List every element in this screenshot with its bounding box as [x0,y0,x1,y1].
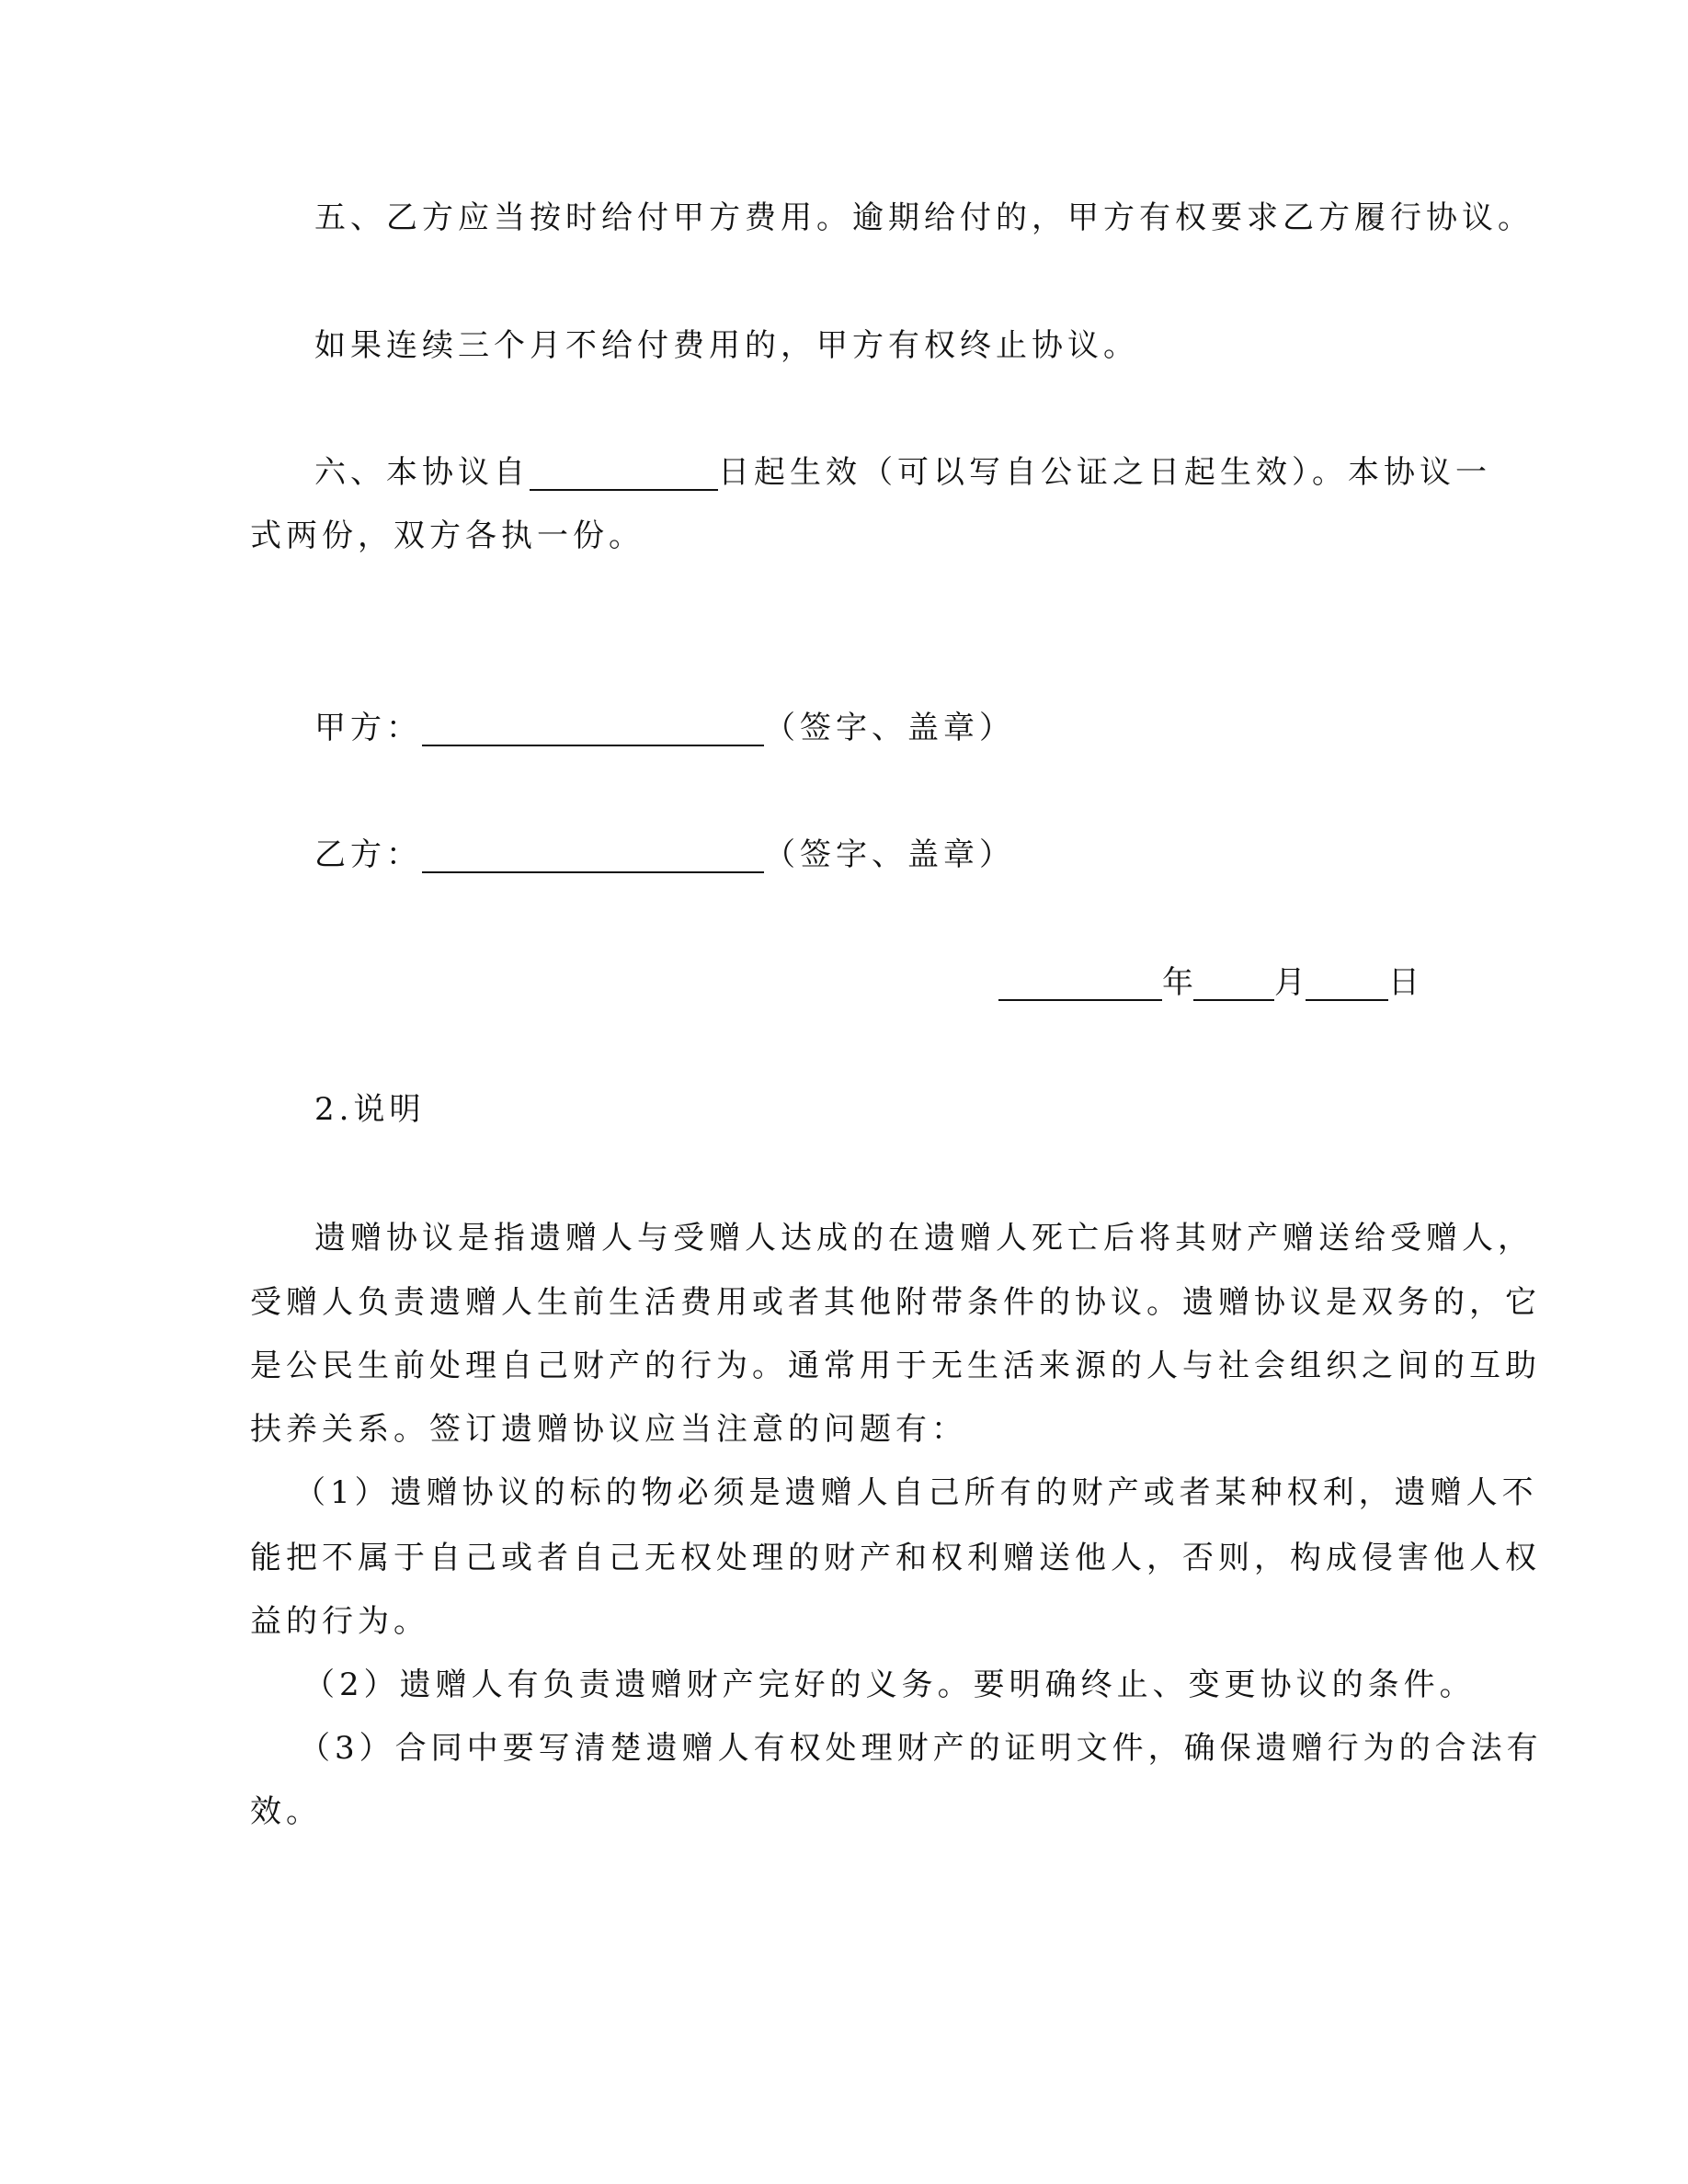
party-b-signature-blank[interactable] [422,842,764,873]
explanation-heading: 2.说明 [314,1091,426,1128]
clause6-line2: 式两份，双方各执一份。 [250,518,644,554]
paragraph-line: 是公民生前处理自己财产的行为。通常用于无生活来源的人与社会组织之间的互助 [250,1348,1541,1384]
item2-line: （2）遗赠人有负责遗赠财产完好的义务。要明确终止、变更协议的条件。 [303,1666,1476,1703]
paragraph-line: 遗赠协议是指遗赠人与受赠人达成的在遗赠人死亡后将其财产赠送给受赠人， [314,1220,1534,1257]
party-a-signature-blank[interactable] [422,715,764,746]
item1-line: （1）遗赠协议的标的物必须是遗赠人自己所有的财产或者某种权利，遗赠人不 [294,1474,1538,1511]
party-b-label: 乙方： [314,836,422,873]
clause5-line2: 如果连续三个月不给付费用的，甲方有权终止协议。 [314,327,1139,364]
year-blank[interactable] [998,970,1162,1001]
signing-date [998,964,1420,1001]
party-b-sign-note: （签字、盖章） [764,836,1015,873]
item3-line: （3）合同中要写清楚遗赠人有权处理财产的证明文件，确保遗赠行为的合法有 [299,1730,1543,1767]
clause5-line1: 五、乙方应当按时给付甲方费用。逾期给付的，甲方有权要求乙方履行协议。 [314,199,1534,236]
clause6-line1 [314,454,1491,491]
item1-line: 益的行为。 [250,1603,429,1640]
party-a-signature [314,710,1015,746]
party-b-signature [314,836,1015,873]
month-label: 月 [1274,964,1306,1001]
item1-line: 能把不属于自己或者自己无权处理的财产和权利赠送他人，否则，构成侵害他人权 [250,1540,1541,1576]
party-a-label: 甲方： [314,710,422,746]
party-a-sign-note: （签字、盖章） [764,710,1015,746]
clause6-prefix: 六、本协议自 [314,454,530,491]
paragraph-line: 扶养关系。签订遗赠协议应当注意的问题有： [250,1411,967,1448]
item3-line: 效。 [250,1793,322,1830]
day-blank[interactable] [1306,970,1388,1001]
paragraph-line: 受赠人负责遗赠人生前生活费用或者其他附带条件的协议。遗赠协议是双务的，它 [250,1284,1541,1321]
year-label: 年 [1162,964,1193,1001]
day-label: 日 [1388,964,1420,1001]
effective-date-blank[interactable] [530,460,718,491]
month-blank[interactable] [1193,970,1274,1001]
clause6-suffix: 日起生效（可以写自公证之日起生效）。本协议一 [718,454,1491,491]
